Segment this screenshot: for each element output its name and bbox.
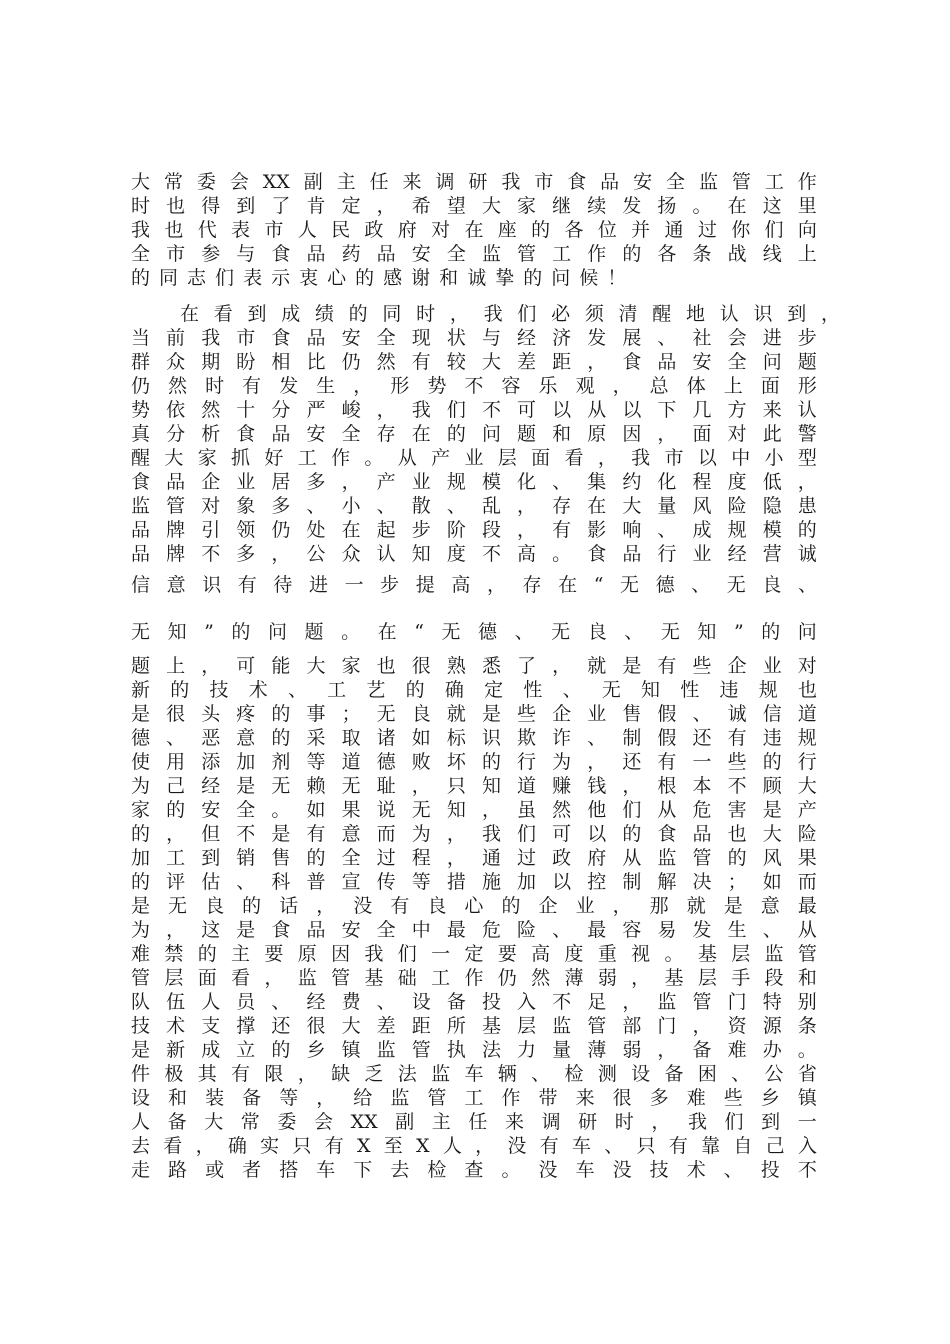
text-line: 我 也 代 表 市 人 民 政 府 对 在 座 的 各 位 并 通 过 你 们 向 xyxy=(131,219,817,241)
text-line: 真 分 析 食 品 安 全 存 在 的 问 题 和 原 因 ， 面 对 此 警 xyxy=(131,423,817,445)
text-line: 势 依 然 十 分 严 峻 ， 我 们 不 可 以 从 以 下 几 方 来 认 xyxy=(131,399,817,421)
text-line: 食 品 企 业 居 多 ， 产 业 规 模 化 、 集 约 化 程 度 低 ， xyxy=(131,471,817,493)
text-line: 的 评 估 、 科 普 宣 传 等 措 施 加 以 控 制 解 决 ； 如 而 xyxy=(131,871,817,893)
text-line: 为 己 经 是 无 赖 无 耻 ， 只 知 道 赚 钱 ， 根 本 不 顾 大 xyxy=(131,775,817,797)
text-line: 的 同 志 们 表 示 衷 心 的 感 谢 和 诚 挚 的 问 候 ！ xyxy=(131,267,627,289)
text-line: 技 术 支 撑 还 很 大 差 距 所 基 层 监 管 部 门 ， 资 源 条 xyxy=(131,1015,817,1037)
text-line: 醒 大 家 抓 好 工 作 。 从 产 业 层 面 看 ， 我 市 以 中 小 型 xyxy=(131,447,817,469)
text-line: 难 禁 的 主 要 原 因 我 们 一 定 要 高 度 重 视 。 基 层 监 管 xyxy=(131,943,817,965)
text-line: 大 常 委 会 XX 副 主 任 来 调 研 我 市 食 品 安 全 监 管 工 作 xyxy=(131,171,817,193)
text-line: 品 牌 不 多 ， 公 众 认 知 度 不 高 。 食 品 行 业 经 营 诚 xyxy=(131,543,817,565)
text-line: 队 伍 人 员 、 经 费 、 设 备 投 入 不 足 ， 监 管 门 特 别 xyxy=(131,991,817,1013)
text-line: 当 前 我 市 食 品 安 全 现 状 与 经 济 发 展 、 社 会 进 步 xyxy=(131,327,817,349)
text-line: 全 市 参 与 食 品 药 品 安 全 监 管 工 作 的 各 条 战 线 上 xyxy=(131,243,817,265)
text-line: 时 也 得 到 了 肯 定 ， 希 望 大 家 继 续 发 扬 。 在 这 里 xyxy=(131,195,817,217)
text-line: 群 众 期 盼 相 比 仍 然 有 较 大 差 距 ， 食 品 安 全 问 题 xyxy=(131,351,817,373)
text-line: 走 路 或 者 搭 车 下 去 检 查 。 没 车 没 技 术 、 投 不 xyxy=(131,1159,817,1181)
text-line: 品 牌 引 领 仍 处 在 起 步 阶 段 ， 有 影 响 、 成 规 模 的 xyxy=(131,519,817,541)
text-line: 为 ， 这 是 食 品 安 全 中 最 危 险 、 最 容 易 发 生 、 从 xyxy=(131,919,817,941)
text-line: 加 工 到 销 售 的 全 过 程 ， 通 过 政 府 从 监 管 的 风 果 xyxy=(131,847,817,869)
text-line: 无 知 ” 的 问 题 。 在 “ 无 德 、 无 良 、 无 知 ” 的 问 xyxy=(131,621,817,643)
text-line: 信 意 识 有 待 进 一 步 提 高 ， 存 在 “ 无 德 、 无 良 、 xyxy=(131,574,817,596)
text-line: 是 很 头 疼 的 事 ； 无 良 就 是 些 企 业 售 假 、 诚 信 道 xyxy=(131,703,817,725)
text-line: 人 备 大 常 委 会 XX 副 主 任 来 调 研 时 ， 我 们 到 一 xyxy=(131,1111,817,1133)
text-line: 的 ， 但 不 是 有 意 而 为 ， 我 们 可 以 的 食 品 也 大 险 xyxy=(131,823,817,845)
text-line: 是 新 成 立 的 乡 镇 监 管 执 法 力 量 薄 弱 ， 备 难 办 。 xyxy=(131,1039,817,1061)
text-line: 管 层 面 看 ， 监 管 基 础 工 作 仍 然 薄 弱 ， 基 层 手 段 和 xyxy=(131,967,817,989)
text-line: 题 上 ， 可 能 大 家 也 很 熟 悉 了 ， 就 是 有 些 企 业 对 xyxy=(131,655,817,677)
text-line: 家 的 安 全 。 如 果 说 无 知 ， 虽 然 他 们 从 危 害 是 产 xyxy=(131,799,817,821)
text-line: 件 极 其 有 限 ， 缺 乏 法 监 车 辆 、 检 测 设 备 困 、 公 省 xyxy=(131,1063,817,1085)
text-line: 设 和 装 备 等 ， 给 监 管 工 作 带 来 很 多 难 些 乡 镇 xyxy=(131,1087,817,1109)
text-line: 监 管 对 象 多 、 小 、 散 、 乱 ， 存 在 大 量 风 险 隐 患 xyxy=(131,495,817,517)
text-line: 去 看 ， 确 实 只 有 X 至 X 人 ， 没 有 车 、 只 有 靠 自 己 入 xyxy=(131,1135,817,1157)
text-line: 在 看 到 成 绩 的 同 时 ， 我 们 必 须 清 醒 地 认 识 到 ， xyxy=(180,303,840,325)
text-line: 仍 然 时 有 发 生 ， 形 势 不 容 乐 观 ， 总 体 上 面 形 xyxy=(131,375,817,397)
text-line: 是 无 良 的 话 ， 没 有 良 心 的 企 业 ， 那 就 是 意 最 xyxy=(131,895,817,917)
text-line: 德 、 恶 意 的 采 取 诸 如 标 识 欺 诈 、 制 假 还 有 违 规 xyxy=(131,727,817,749)
text-line: 使 用 添 加 剂 等 道 德 败 坏 的 行 为 ， 还 有 一 些 的 行 xyxy=(131,751,817,773)
text-line: 新 的 技 术 、 工 艺 的 确 定 性 、 无 知 性 违 规 也 xyxy=(131,679,817,701)
